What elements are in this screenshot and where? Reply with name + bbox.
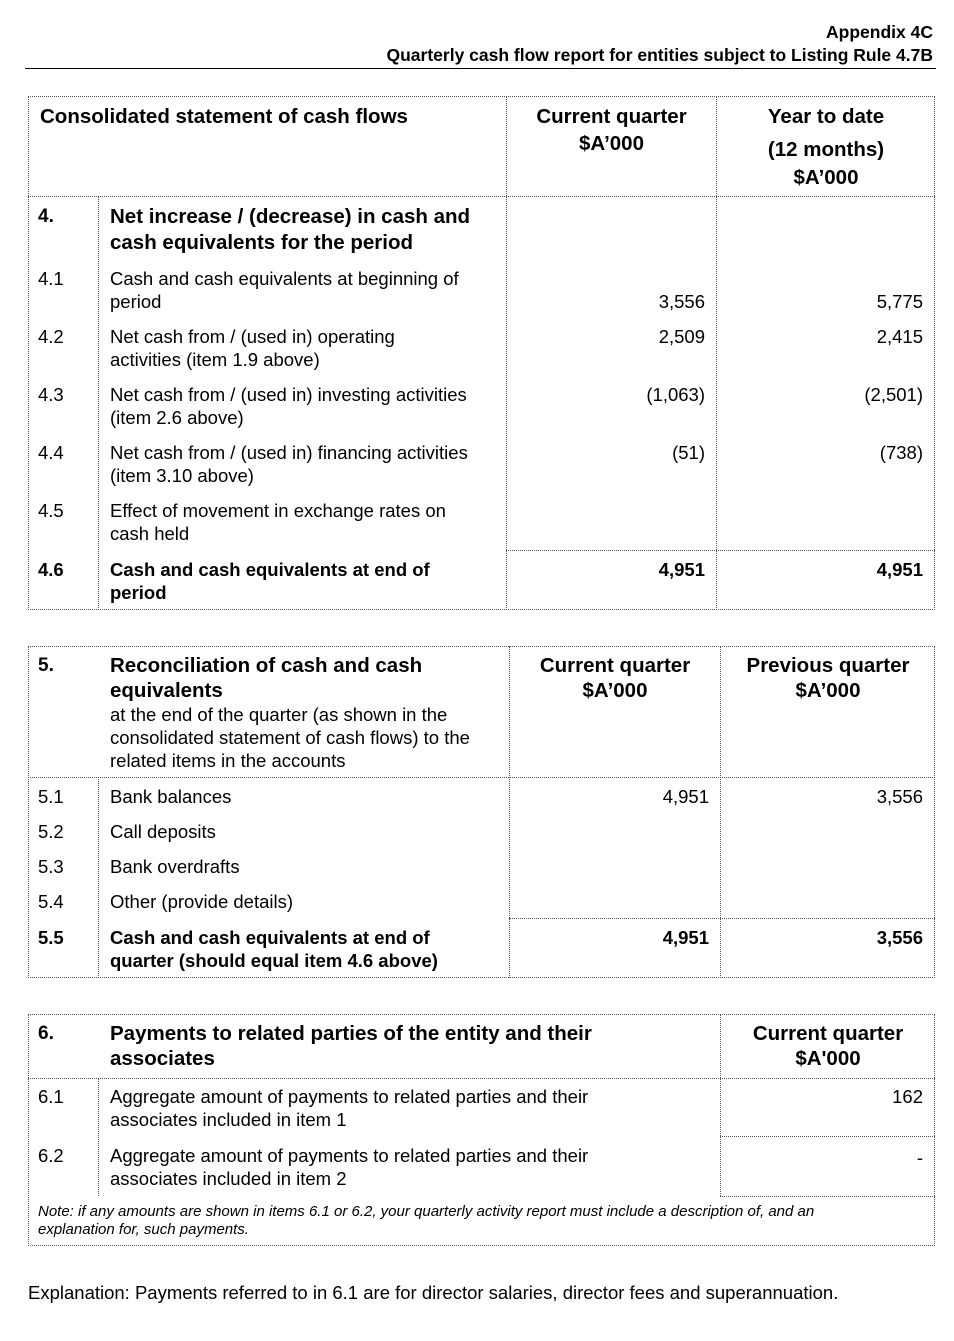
section-6-heading: Payments to related parties of the entity and their xyxy=(110,1022,592,1045)
row-label: Effect of movement in exchange rates on xyxy=(110,500,446,521)
section-5-number: 5. xyxy=(38,655,54,676)
col-previous-quarter-unit: $A’000 xyxy=(795,679,861,702)
section-4-heading: Net increase / (decrease) in cash and xyxy=(110,205,471,228)
row-previous-value: 3,556 xyxy=(876,786,923,807)
row-label: Net cash from / (used in) financing activities xyxy=(110,442,468,463)
row-current-value: 4,951 xyxy=(662,786,709,807)
section-5-subheading: at the end of the quarter (as shown in the xyxy=(110,704,448,725)
row-number: 4.3 xyxy=(38,384,64,405)
row-label-2: associates included in item 1 xyxy=(110,1109,347,1130)
total-row-label: Cash and cash equivalents at end of xyxy=(110,927,430,948)
section-5-subheading-2: consolidated statement of cash flows) to the xyxy=(110,727,470,748)
row-label: Aggregate amount of payments to related parties and their xyxy=(110,1145,589,1166)
col-previous-quarter: Previous quarter xyxy=(746,654,910,677)
total-row-number: 5.5 xyxy=(38,927,64,948)
row-number: 5.3 xyxy=(38,856,64,877)
row-ytd-value: 2,415 xyxy=(876,326,923,347)
row-number: 5.4 xyxy=(38,891,64,912)
row-label: Net cash from / (used in) investing activities xyxy=(110,384,467,405)
section-4-number: 4. xyxy=(38,206,54,227)
row-value: - xyxy=(916,1147,923,1168)
col-current-quarter: Current quarter xyxy=(752,1022,904,1045)
row-ytd-value: 5,775 xyxy=(876,291,923,312)
row-value: 162 xyxy=(892,1086,923,1107)
section-5-heading: Reconciliation of cash and cash xyxy=(110,654,423,677)
related-party-row-divider xyxy=(720,1136,935,1137)
col-current-quarter: Current quarter xyxy=(536,105,687,128)
col-current-quarter-unit: $A’000 xyxy=(582,679,648,702)
row-label: Bank balances xyxy=(110,786,232,807)
col-current-quarter-unit: $A’000 xyxy=(579,132,644,155)
section-6-number: 6. xyxy=(38,1023,54,1044)
reconciliation-header-divider xyxy=(28,777,935,778)
related-party-num-divider xyxy=(98,1078,99,1196)
row-ytd-value: (2,501) xyxy=(864,384,923,405)
row-label: Other (provide details) xyxy=(110,891,294,912)
reconciliation-total-divider xyxy=(509,918,935,919)
section-5-heading-2: equivalents xyxy=(110,679,223,702)
cash-flow-num-divider xyxy=(98,196,99,610)
row-number: 4.4 xyxy=(38,442,64,463)
total-previous-value: 3,556 xyxy=(876,927,923,948)
note-text: Note: if any amounts are shown in items 6.1 or 6.2, your quarterly activity report must include a description of, and an xyxy=(38,1203,815,1220)
row-label: Aggregate amount of payments to related parties and their xyxy=(110,1086,589,1107)
total-current-value: 4,951 xyxy=(662,927,709,948)
row-current-value: 4,951 xyxy=(658,559,705,580)
col-year-to-date-period: (12 months) xyxy=(767,138,885,161)
col-year-to-date: Year to date xyxy=(767,105,885,128)
appendix-label: Appendix 4C xyxy=(826,22,933,42)
explanation-text: Explanation: Payments referred to in 6.1 are for director salaries, director fees and superannuation. xyxy=(28,1282,839,1303)
row-number: 4.1 xyxy=(38,268,64,289)
row-label: Cash and cash equivalents at end of xyxy=(110,559,430,580)
row-label-2: (item 2.6 above) xyxy=(110,407,244,428)
reconciliation-num-divider xyxy=(98,777,99,978)
row-current-value: (51) xyxy=(672,442,705,463)
row-current-value: 2,509 xyxy=(658,326,705,347)
row-label: Call deposits xyxy=(110,821,216,842)
row-number: 5.2 xyxy=(38,821,64,842)
related-party-bottom-divider xyxy=(720,1196,935,1197)
total-row-label-2: quarter (should equal item 4.6 above) xyxy=(110,950,438,971)
section-6-heading-2: associates xyxy=(110,1047,215,1070)
row-number: 4.2 xyxy=(38,326,64,347)
row-label-2: (item 3.10 above) xyxy=(110,465,254,486)
header-rule xyxy=(25,68,936,69)
col-current-quarter: Current quarter xyxy=(539,654,691,677)
row-label-2: activities (item 1.9 above) xyxy=(110,349,320,370)
related-party-header-divider xyxy=(28,1078,935,1079)
report-title: Quarterly cash flow report for entities subject to Listing Rule 4.7B xyxy=(386,45,933,65)
row-label-2: associates included in item 2 xyxy=(110,1168,347,1189)
row-number: 6.1 xyxy=(38,1086,64,1107)
cash-flow-total-divider xyxy=(506,550,935,551)
col-year-to-date-unit: $A’000 xyxy=(793,166,859,189)
row-ytd-value: (738) xyxy=(879,442,923,463)
row-label: Bank overdrafts xyxy=(110,856,240,877)
row-label-2: cash held xyxy=(110,523,190,544)
row-number: 4.6 xyxy=(38,559,64,580)
row-current-value: 3,556 xyxy=(658,291,705,312)
row-label: Cash and cash equivalents at beginning of xyxy=(110,268,459,289)
col-current-quarter-unit: $A'000 xyxy=(795,1047,861,1070)
row-number: 5.1 xyxy=(38,786,64,807)
row-label-2: period xyxy=(110,582,167,603)
row-label-2: period xyxy=(110,291,162,312)
table-title: Consolidated statement of cash flows xyxy=(40,105,408,128)
section-4-heading-2: cash equivalents for the period xyxy=(110,231,414,254)
row-number: 4.5 xyxy=(38,500,64,521)
row-current-value: (1,063) xyxy=(646,384,705,405)
section-5-subheading-3: related items in the accounts xyxy=(110,750,346,771)
note-text-2: explanation for, such payments. xyxy=(38,1221,249,1238)
row-ytd-value: 4,951 xyxy=(876,559,923,580)
row-label: Net cash from / (used in) operating xyxy=(110,326,395,347)
cash-flow-header-divider xyxy=(28,196,935,197)
row-number: 6.2 xyxy=(38,1145,64,1166)
cash-flow-col-divider-1 xyxy=(506,96,507,610)
